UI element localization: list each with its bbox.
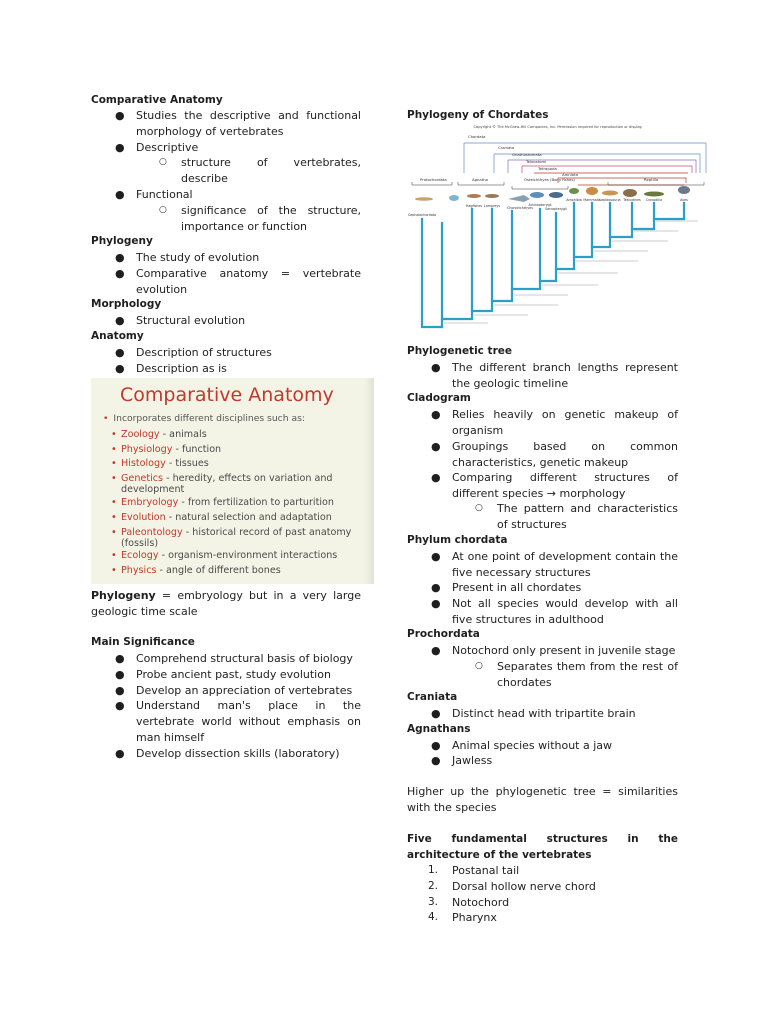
bird-icon bbox=[678, 186, 690, 194]
list-item: ● Notochord only present in juvenile stage bbox=[431, 644, 676, 657]
list-item: ● Not all species would develop with all five structures in adulthood bbox=[431, 597, 678, 626]
heading-morphology: Morphology bbox=[91, 298, 162, 310]
slide-intro: • Incorporates different disciplines such as: bbox=[103, 413, 305, 424]
slide-item: • Genetics - heredity, effects on variation and development bbox=[111, 473, 333, 495]
heading-main-significance: Main Significance bbox=[91, 636, 195, 648]
list-item: ● The different branch lengths represent the geologic timeline bbox=[431, 361, 678, 390]
list-item: ● Relies heavily on genetic makeup of organism bbox=[431, 408, 678, 437]
numbered-item: 2. Dorsal hollow nerve chord bbox=[428, 880, 596, 893]
label-crocodilia: Crocodilia bbox=[645, 198, 663, 202]
slide-item: • Ecology - organism-environment interactions bbox=[111, 550, 338, 561]
list-item: ● Description of structures bbox=[115, 346, 272, 359]
label-aves: Aves bbox=[680, 198, 688, 202]
lobe-fin-fish-icon bbox=[549, 192, 563, 198]
label-agnatha: Agnatha bbox=[472, 177, 488, 182]
heading-agnathans: Agnathans bbox=[407, 723, 471, 735]
heading-phylogeny: Phylogeny bbox=[91, 235, 153, 247]
label-hagfishes: Hagfishes bbox=[465, 204, 483, 208]
list-item: ● Distinct head with tripartite brain bbox=[431, 707, 636, 720]
label-amphibia: Amphibia bbox=[566, 198, 582, 202]
heading-cladogram: Cladogram bbox=[407, 392, 471, 404]
label-craniata: Craniata bbox=[498, 145, 515, 150]
bar-agnatha bbox=[458, 182, 504, 185]
tunicate-icon bbox=[449, 195, 459, 201]
label-protochordata: Protochordata bbox=[420, 177, 447, 182]
label-testudines: Testudines bbox=[623, 198, 641, 202]
list-item: ● Descriptive bbox=[115, 141, 199, 154]
list-item: ● Functional bbox=[115, 188, 193, 201]
list-subitem: ○ Separates them from the rest of chordates bbox=[475, 660, 678, 689]
label-lampreys: Lampreys bbox=[483, 204, 501, 208]
slide-item: • Physics - angle of different bones bbox=[111, 565, 281, 576]
list-item: ● Groupings based on common characteristics, genetic makeup bbox=[431, 440, 678, 469]
list-item: ● Studies the descriptive and functional morphology of vertebrates bbox=[115, 109, 361, 138]
list-subitem: ○ The pattern and characteristics of structures bbox=[475, 502, 678, 531]
heading-phylogeny-of-chordates: Phylogeny of Chordates bbox=[407, 109, 549, 121]
bar-protochordata bbox=[412, 182, 452, 185]
slide-item: • Zoology - animals bbox=[111, 429, 207, 440]
label-tetrapoda: Tetrapoda bbox=[538, 166, 557, 171]
heading-prochordata: Prochordata bbox=[407, 628, 480, 640]
heading-craniata: Craniata bbox=[407, 691, 458, 703]
bony-fish-icon bbox=[530, 192, 544, 198]
list-item: ● Comparative anatomy = vertebrate evolution bbox=[115, 267, 361, 296]
lamprey-icon bbox=[485, 194, 499, 198]
label-gnathostomata: Gnathostomata bbox=[512, 152, 542, 157]
slide-item: • Physiology - function bbox=[111, 444, 222, 455]
slide-title: Comparative Anatomy bbox=[120, 384, 334, 406]
label-mammalia: Mammalia bbox=[583, 198, 601, 202]
list-item: ● Animal species without a jaw bbox=[431, 739, 613, 752]
list-item: ● Develop dissection skills (laboratory) bbox=[115, 747, 340, 760]
label-osteichthyes: Osteichthyes (Bony fishes) bbox=[524, 177, 575, 182]
label-reptilia: Reptilia bbox=[644, 177, 659, 182]
numbered-item: 4. Pharynx bbox=[428, 911, 497, 924]
higher-note: Higher up the phylogenetic tree = similarities with the species bbox=[407, 785, 678, 814]
list-item: ● Description as is bbox=[115, 362, 227, 375]
mammal-icon bbox=[586, 187, 598, 195]
slide-item: • Embryology - from fertilization to parturition bbox=[111, 497, 334, 508]
list-item: ● Comparing different structures of different species → morphology bbox=[431, 471, 678, 500]
heading-anatomy: Anatomy bbox=[91, 330, 144, 342]
phylogeny-note: Phylogeny = embryology but in a very large geologic time scale bbox=[91, 589, 361, 618]
list-item: ● Comprehend structural basis of biology bbox=[115, 652, 353, 665]
list-item: ● Develop an appreciation of vertebrates bbox=[115, 684, 353, 697]
figure-copyright: Copyright © The McGraw-Hill Companies, Inc. Permission required for reproduction or display. bbox=[473, 125, 643, 129]
list-item: ● The study of evolution bbox=[115, 251, 260, 264]
label-cephalochordata: Cephalochordata bbox=[408, 213, 437, 217]
list-item: ● Structural evolution bbox=[115, 314, 246, 327]
bar-osteichthyes bbox=[512, 186, 568, 189]
heading-five-structures: Five fundamental structures in the architecture of the vertebrates bbox=[407, 833, 678, 861]
heading-phylum-chordata: Phylum chordata bbox=[407, 534, 508, 546]
label-sarcopterygii: Sarcopterygii bbox=[545, 207, 567, 211]
list-subitem: ○ structure of vertebrates, describe bbox=[159, 156, 361, 185]
cladogram-branches bbox=[422, 203, 684, 327]
shark-icon bbox=[508, 195, 530, 202]
crocodile-icon bbox=[644, 192, 664, 197]
label-teleostomi: Teleostomi bbox=[526, 159, 547, 164]
phylogeny-figure bbox=[408, 123, 708, 336]
numbered-item: 1. Postanal tail bbox=[428, 864, 520, 877]
slide-item: • Evolution - natural selection and adaptation bbox=[111, 512, 332, 523]
turtle-icon bbox=[623, 189, 637, 197]
phylogeny-diagram bbox=[408, 123, 708, 336]
list-item: ● Understand man's place in the vertebrate world without emphasis on man himself bbox=[115, 699, 361, 744]
numbered-item: 3. Notochord bbox=[428, 896, 510, 909]
amphioxus-icon bbox=[415, 197, 433, 201]
heading-phylogenetic-tree: Phylogenetic tree bbox=[407, 345, 512, 357]
list-subitem: ○ significance of the structure, importance or function bbox=[159, 204, 361, 233]
comparative-anatomy-slide bbox=[91, 378, 374, 584]
bar-reptilia bbox=[608, 182, 704, 185]
list-item: ● Present in all chordates bbox=[431, 581, 582, 594]
label-actinopterygii: Actinopterygii bbox=[528, 203, 552, 207]
slide-item: • Paleontology - historical record of past anatomy (fossils) bbox=[111, 527, 352, 549]
label-amniota: Amniota bbox=[562, 172, 578, 177]
slide-item: • Histology - tissues bbox=[111, 458, 209, 469]
frog-icon bbox=[569, 188, 579, 194]
label-chondrichthyes: Chondrichthyes bbox=[507, 206, 533, 210]
lizard-icon bbox=[602, 191, 618, 196]
list-item: ● Jawless bbox=[431, 754, 493, 767]
hagfish-icon bbox=[467, 194, 481, 198]
list-item: ● At one point of development contain the five necessary structures bbox=[431, 550, 678, 579]
label-lepidosauria: Lepidosauria bbox=[599, 198, 621, 202]
heading-comparative-anatomy: Comparative Anatomy bbox=[91, 94, 223, 106]
list-item: ● Probe ancient past, study evolution bbox=[115, 668, 331, 681]
label-chordata: Chordata bbox=[468, 134, 486, 139]
